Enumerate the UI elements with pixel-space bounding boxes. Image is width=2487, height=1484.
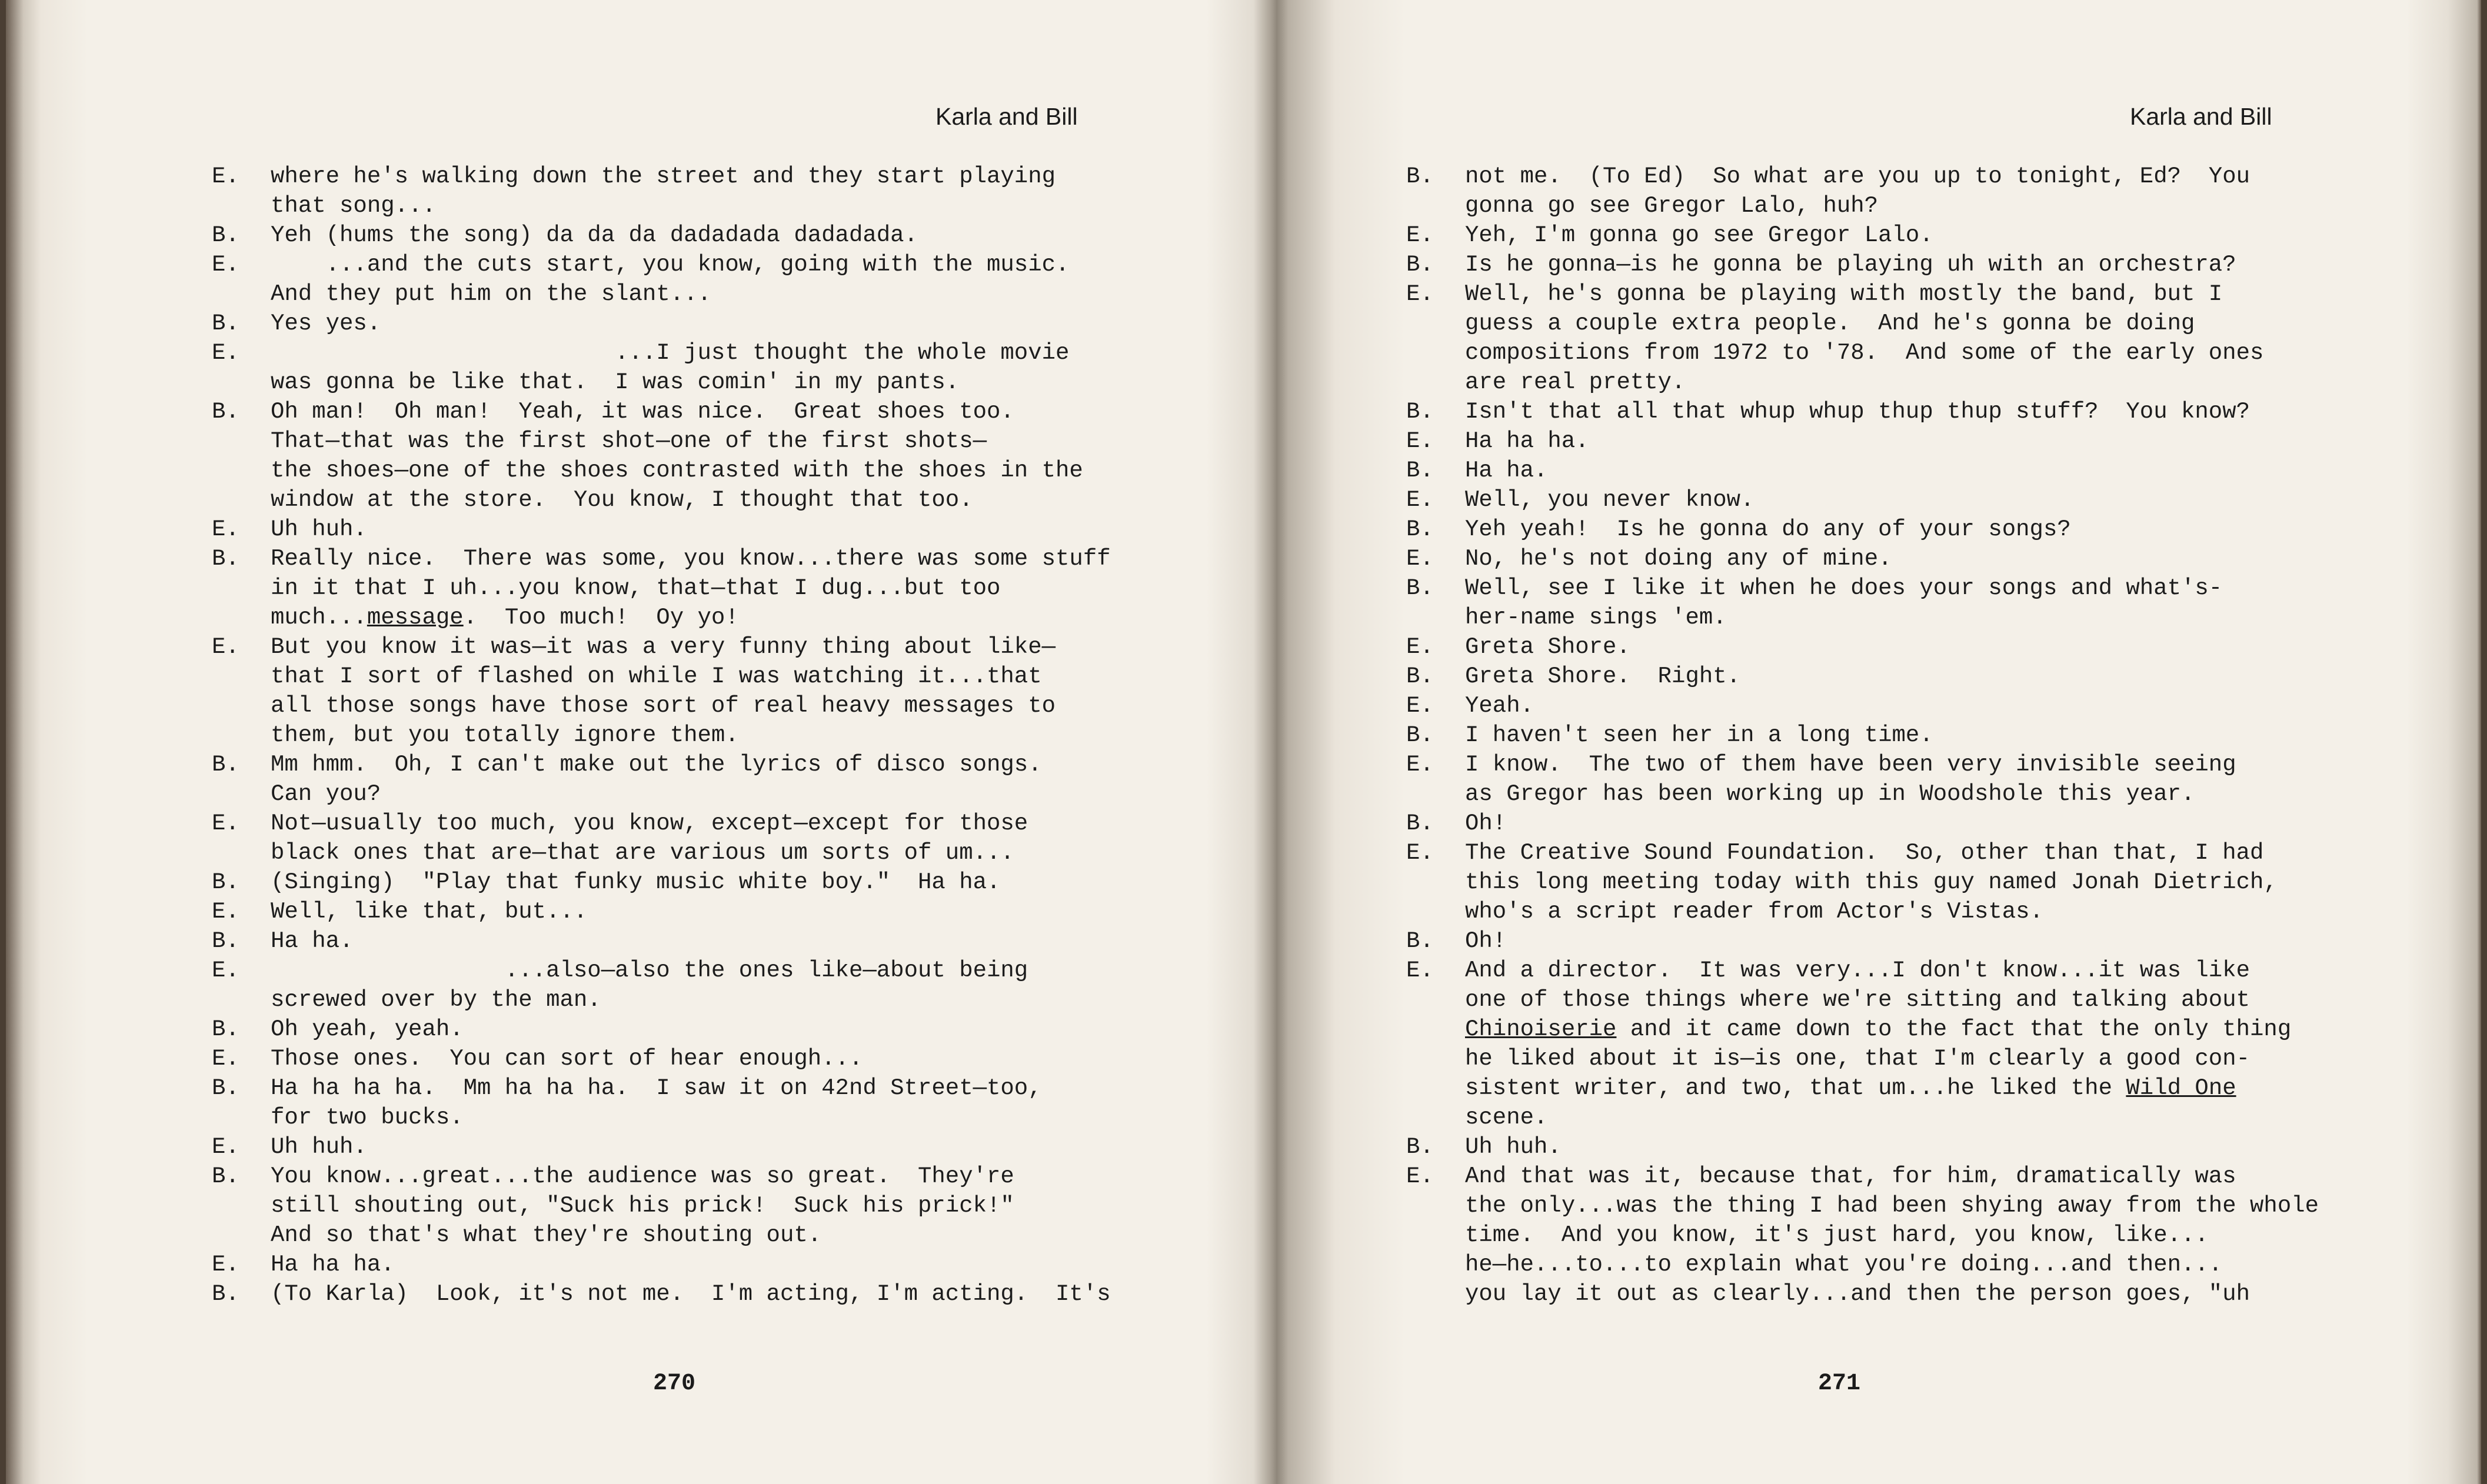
dialogue-line bbox=[212, 691, 1230, 721]
line-text: Those ones. You can sort of hear enough... bbox=[271, 1046, 863, 1072]
speaker-label: E. bbox=[212, 1134, 239, 1160]
line-text: who's a script reader from Actor's Vistas. bbox=[1465, 899, 2043, 925]
line-text: Mm hmm. Oh, I can't make out the lyrics of disco songs. bbox=[271, 752, 1042, 778]
line-text: But you know it was—it was a very funny thing about like— bbox=[271, 634, 1056, 660]
line-text: them, but you totally ignore them. bbox=[271, 722, 739, 748]
dialogue-line bbox=[1406, 721, 2465, 750]
line-text: he—he...to...to explain what you're doing...and then... bbox=[1465, 1252, 2223, 1278]
line-text: in it that I uh...you know, that—that I dug...but too bbox=[271, 575, 1001, 601]
speaker-label: E. bbox=[212, 164, 239, 189]
dialogue-line bbox=[212, 1103, 1230, 1132]
dialogue-line bbox=[212, 221, 1230, 250]
line-text: Yes yes. bbox=[271, 311, 381, 336]
dialogue-line bbox=[212, 1250, 1230, 1279]
line-text: where he's walking down the street and they start playing bbox=[271, 164, 1056, 189]
dialogue-line bbox=[1406, 868, 2465, 897]
line-text: Oh! bbox=[1465, 928, 1507, 954]
speaker-label: B. bbox=[1406, 458, 1434, 483]
book-spread bbox=[6, 0, 2481, 1484]
dialogue-block bbox=[212, 162, 1230, 1309]
speaker-label: B. bbox=[1406, 1134, 1434, 1160]
line-text: scene. bbox=[1465, 1105, 1548, 1130]
dialogue-line bbox=[1406, 309, 2465, 338]
line-text: are real pretty. bbox=[1465, 369, 1686, 395]
dialogue-line bbox=[212, 838, 1230, 868]
speaker-label: B. bbox=[212, 222, 239, 248]
line-text: you lay it out as clearly...and then the person goes, "uh bbox=[1465, 1281, 2250, 1307]
line-text: Yeh, I'm gonna go see Gregor Lalo. bbox=[1465, 222, 1933, 248]
speaker-label: B. bbox=[212, 311, 239, 336]
dialogue-line bbox=[212, 985, 1230, 1015]
speaker-label: E. bbox=[212, 1252, 239, 1278]
dialogue-line bbox=[1406, 279, 2465, 309]
dialogue-line bbox=[1406, 838, 2465, 868]
dialogue-line bbox=[1406, 162, 2465, 191]
dialogue-line bbox=[1406, 1279, 2465, 1309]
speaker-label: B. bbox=[1406, 811, 1434, 836]
speaker-label: B. bbox=[212, 752, 239, 778]
speaker-label: B. bbox=[1406, 252, 1434, 278]
left-page bbox=[12, 0, 1277, 1484]
line-text: time. And you know, it's just hard, you know, like... bbox=[1465, 1222, 2209, 1248]
dialogue-line bbox=[1406, 1191, 2465, 1220]
dialogue-line bbox=[1406, 573, 2465, 603]
speaker-label: E. bbox=[1406, 634, 1434, 660]
speaker-label: E. bbox=[212, 516, 239, 542]
speaker-label: B. bbox=[212, 869, 239, 895]
dialogue-line bbox=[212, 515, 1230, 544]
dialogue-line bbox=[212, 779, 1230, 809]
line-text: Uh huh. bbox=[1465, 1134, 1562, 1160]
speaker-label: E. bbox=[212, 340, 239, 366]
speaker-label: B. bbox=[1406, 663, 1434, 689]
dialogue-line bbox=[1406, 779, 2465, 809]
speaker-label: E. bbox=[212, 252, 239, 278]
line-text: Really nice. There was some, you know...there was some stuff bbox=[271, 546, 1111, 572]
dialogue-line bbox=[212, 279, 1230, 309]
line-text: The Creative Sound Foundation. So, other than that, I had bbox=[1465, 840, 2264, 866]
dialogue-line bbox=[212, 485, 1230, 515]
line-text: ...and the cuts start, you know, going with the music. bbox=[271, 252, 1070, 278]
speaker-label: E. bbox=[1406, 428, 1434, 454]
line-text: Oh yeah, yeah. bbox=[271, 1016, 464, 1042]
dialogue-line bbox=[1406, 897, 2465, 926]
speaker-label: B. bbox=[1406, 575, 1434, 601]
line-text: Greta Shore. bbox=[1465, 634, 1630, 660]
dialogue-line bbox=[1406, 985, 2465, 1015]
dialogue-line bbox=[1406, 1103, 2465, 1132]
underlined-title: Chinoiserie bbox=[1465, 1016, 1617, 1042]
dialogue-line bbox=[1406, 191, 2465, 221]
line-text: Isn't that all that whup whup thup thup stuff? You know? bbox=[1465, 399, 2250, 425]
dialogue-line bbox=[212, 632, 1230, 662]
line-text-continued: and it came down to the fact that the only thing bbox=[1616, 1016, 2292, 1042]
dialogue-line bbox=[212, 397, 1230, 426]
right-page bbox=[1277, 0, 2481, 1484]
dialogue-line bbox=[1406, 632, 2465, 662]
dialogue-line bbox=[212, 456, 1230, 485]
line-text: Uh huh. bbox=[271, 1134, 367, 1160]
speaker-label: E. bbox=[212, 958, 239, 983]
dialogue-line bbox=[1406, 1132, 2465, 1162]
dialogue-line bbox=[212, 250, 1230, 279]
dialogue-line bbox=[1406, 515, 2465, 544]
line-text: he liked about it is—is one, that I'm clearly a good con- bbox=[1465, 1046, 2250, 1072]
line-text: Ha ha ha ha. Mm ha ha ha. I saw it on 42nd Street—too, bbox=[271, 1075, 1042, 1101]
dialogue-line bbox=[1406, 750, 2465, 779]
dialogue-line bbox=[212, 1191, 1230, 1220]
line-text: You know...great...the audience was so great. They're bbox=[271, 1163, 1014, 1189]
speaker-label: E. bbox=[1406, 222, 1434, 248]
dialogue-line bbox=[212, 162, 1230, 191]
dialogue-line bbox=[212, 1220, 1230, 1250]
dialogue-line bbox=[212, 868, 1230, 897]
line-text: And a director. It was very...I don't know...it was like bbox=[1465, 958, 2250, 983]
dialogue-line bbox=[1406, 397, 2465, 426]
speaker-label: B. bbox=[1406, 722, 1434, 748]
line-text: that song... bbox=[271, 193, 436, 219]
speaker-label: B. bbox=[212, 546, 239, 572]
line-text: gonna go see Gregor Lalo, huh? bbox=[1465, 193, 1879, 219]
line-text: all those songs have those sort of real heavy messages to bbox=[271, 693, 1056, 719]
line-text: was gonna be like that. I was comin' in my pants. bbox=[271, 369, 960, 395]
speaker-label: B. bbox=[1406, 164, 1434, 189]
dialogue-line bbox=[212, 309, 1230, 338]
speaker-label: B. bbox=[212, 1281, 239, 1307]
line-text: compositions from 1972 to '78. And some of the early ones bbox=[1465, 340, 2264, 366]
line-text: Uh huh. bbox=[271, 516, 367, 542]
underlined-title: Wild One bbox=[2126, 1075, 2236, 1101]
dialogue-line bbox=[1406, 1015, 2465, 1044]
line-text: Oh man! Oh man! Yeah, it was nice. Great shoes too. bbox=[271, 399, 1014, 425]
line-text: No, he's not doing any of mine. bbox=[1465, 546, 1892, 572]
line-text: Greta Shore. Right. bbox=[1465, 663, 1741, 689]
line-text: screwed over by the man. bbox=[271, 987, 601, 1013]
line-text: Yeh (hums the song) da da da dadadada dadadada. bbox=[271, 222, 918, 248]
dialogue-line bbox=[212, 1279, 1230, 1309]
speaker-label: B. bbox=[212, 928, 239, 954]
dialogue-line bbox=[212, 544, 1230, 573]
line-text: ...I just thought the whole movie bbox=[271, 340, 1070, 366]
line-text: Not—usually too much, you know, except—except for those bbox=[271, 811, 1028, 836]
running-header: Karla and Bill bbox=[2130, 103, 2272, 130]
speaker-label: E. bbox=[1406, 693, 1434, 719]
speaker-label: B. bbox=[1406, 516, 1434, 542]
line-text: this long meeting today with this guy named Jonah Dietrich, bbox=[1465, 869, 2278, 895]
speaker-label: E. bbox=[1406, 487, 1434, 513]
dialogue-line bbox=[212, 426, 1230, 456]
line-text: That—that was the first shot—one of the first shots— bbox=[271, 428, 987, 454]
dialogue-line bbox=[1406, 250, 2465, 279]
speaker-label: E. bbox=[1406, 1163, 1434, 1189]
dialogue-line bbox=[212, 809, 1230, 838]
line-text: Ha ha. bbox=[271, 928, 354, 954]
line-text: as Gregor has been working up in Woodshole this year. bbox=[1465, 781, 2195, 807]
dialogue-line bbox=[212, 603, 1230, 632]
line-text: guess a couple extra people. And he's gonna be doing bbox=[1465, 311, 2195, 336]
dialogue-line bbox=[1406, 603, 2465, 632]
speaker-label: B. bbox=[1406, 928, 1434, 954]
dialogue-line bbox=[1406, 691, 2465, 721]
dialogue-line bbox=[212, 368, 1230, 397]
dialogue-line bbox=[1406, 485, 2465, 515]
line-text: Ha ha ha. bbox=[271, 1252, 395, 1278]
page-number: 271 bbox=[1818, 1370, 1861, 1397]
line-text: Oh! bbox=[1465, 811, 1507, 836]
line-text: Ha ha. bbox=[1465, 458, 1548, 483]
speaker-label: E. bbox=[1406, 281, 1434, 307]
dialogue-line bbox=[212, 1132, 1230, 1162]
dialogue-line bbox=[212, 1015, 1230, 1044]
line-text: her-name sings 'em. bbox=[1465, 605, 1727, 631]
line-text: ...also—also the ones like—about being bbox=[271, 958, 1028, 983]
dialogue-line bbox=[1406, 368, 2465, 397]
dialogue-line bbox=[1406, 662, 2465, 691]
dialogue-line bbox=[1406, 544, 2465, 573]
dialogue-line bbox=[212, 191, 1230, 221]
line-text: And so that's what they're shouting out. bbox=[271, 1222, 822, 1248]
dialogue-line bbox=[1406, 456, 2465, 485]
line-text: Is he gonna—is he gonna be playing uh with an orchestra? bbox=[1465, 252, 2236, 278]
line-text: I haven't seen her in a long time. bbox=[1465, 722, 1933, 748]
dialogue-line bbox=[1406, 426, 2465, 456]
line-text-continued: . Too much! Oy yo! bbox=[463, 605, 739, 631]
dialogue-line bbox=[1406, 1250, 2465, 1279]
speaker-label: E. bbox=[212, 634, 239, 660]
line-text: And that was it, because that, for him, dramatically was bbox=[1465, 1163, 2236, 1189]
dialogue-line bbox=[1406, 1162, 2465, 1191]
line-text: Well, he's gonna be playing with mostly the band, but I bbox=[1465, 281, 2223, 307]
line-text: (To Karla) Look, it's not me. I'm acting, I'm acting. It's bbox=[271, 1281, 1111, 1307]
line-text: not me. (To Ed) So what are you up to tonight, Ed? You bbox=[1465, 164, 2250, 189]
speaker-label: B. bbox=[212, 1163, 239, 1189]
speaker-label: E. bbox=[1406, 752, 1434, 778]
dialogue-line bbox=[1406, 926, 2465, 956]
speaker-label: E. bbox=[212, 899, 239, 925]
speaker-label: B. bbox=[1406, 399, 1434, 425]
line-text: black ones that are—that are various um sorts of um... bbox=[271, 840, 1014, 866]
dialogue-line bbox=[212, 897, 1230, 926]
speaker-label: B. bbox=[212, 1075, 239, 1101]
dialogue-line bbox=[212, 926, 1230, 956]
speaker-label: B. bbox=[212, 399, 239, 425]
dialogue-line bbox=[1406, 956, 2465, 985]
line-text: the only...was the thing I had been shying away from the whole bbox=[1465, 1193, 2319, 1219]
speaker-label: E. bbox=[212, 1046, 239, 1072]
speaker-label: E. bbox=[1406, 840, 1434, 866]
speaker-label: E. bbox=[1406, 546, 1434, 572]
line-text: Well, see I like it when he does your songs and what's- bbox=[1465, 575, 2223, 601]
line-text: Yeh yeah! Is he gonna do any of your songs? bbox=[1465, 516, 2071, 542]
line-text: sistent writer, and two, that um...he liked the bbox=[1465, 1075, 2126, 1101]
line-text: Ha ha ha. bbox=[1465, 428, 1589, 454]
line-text: still shouting out, "Suck his prick! Suck his prick!" bbox=[271, 1193, 1014, 1219]
dialogue-line bbox=[212, 662, 1230, 691]
speaker-label: E. bbox=[212, 811, 239, 836]
line-text: one of those things where we're sitting and talking about bbox=[1465, 987, 2250, 1013]
dialogue-line bbox=[1406, 1073, 2465, 1103]
dialogue-line bbox=[212, 338, 1230, 368]
dialogue-line bbox=[212, 750, 1230, 779]
dialogue-line bbox=[212, 721, 1230, 750]
line-text: And they put him on the slant... bbox=[271, 281, 711, 307]
line-text: window at the store. You know, I thought that too. bbox=[271, 487, 973, 513]
dialogue-line bbox=[1406, 1220, 2465, 1250]
line-text: Well, you never know. bbox=[1465, 487, 1754, 513]
page-number: 270 bbox=[653, 1370, 696, 1397]
dialogue-line bbox=[212, 1162, 1230, 1191]
dialogue-line bbox=[1406, 809, 2465, 838]
line-text: I know. The two of them have been very invisible seeing bbox=[1465, 752, 2236, 778]
line-text: for two bucks. bbox=[271, 1105, 464, 1130]
line-text: Yeah. bbox=[1465, 693, 1534, 719]
dialogue-line bbox=[212, 573, 1230, 603]
dialogue-line bbox=[212, 956, 1230, 985]
running-header: Karla and Bill bbox=[935, 103, 1078, 130]
speaker-label: E. bbox=[1406, 958, 1434, 983]
line-text: (Singing) "Play that funky music white boy." Ha ha. bbox=[271, 869, 1001, 895]
dialogue-block bbox=[1406, 162, 2465, 1309]
underlined-title: message bbox=[367, 605, 464, 631]
line-text: that I sort of flashed on while I was watching it...that bbox=[271, 663, 1042, 689]
dialogue-line bbox=[1406, 338, 2465, 368]
line-text: much... bbox=[271, 605, 367, 631]
line-text: Can you? bbox=[271, 781, 381, 807]
dialogue-line bbox=[212, 1073, 1230, 1103]
dialogue-line bbox=[1406, 1044, 2465, 1073]
speaker-label: B. bbox=[212, 1016, 239, 1042]
line-text: the shoes—one of the shoes contrasted with the shoes in the bbox=[271, 458, 1083, 483]
line-text: Well, like that, but... bbox=[271, 899, 588, 925]
dialogue-line bbox=[212, 1044, 1230, 1073]
dialogue-line bbox=[1406, 221, 2465, 250]
